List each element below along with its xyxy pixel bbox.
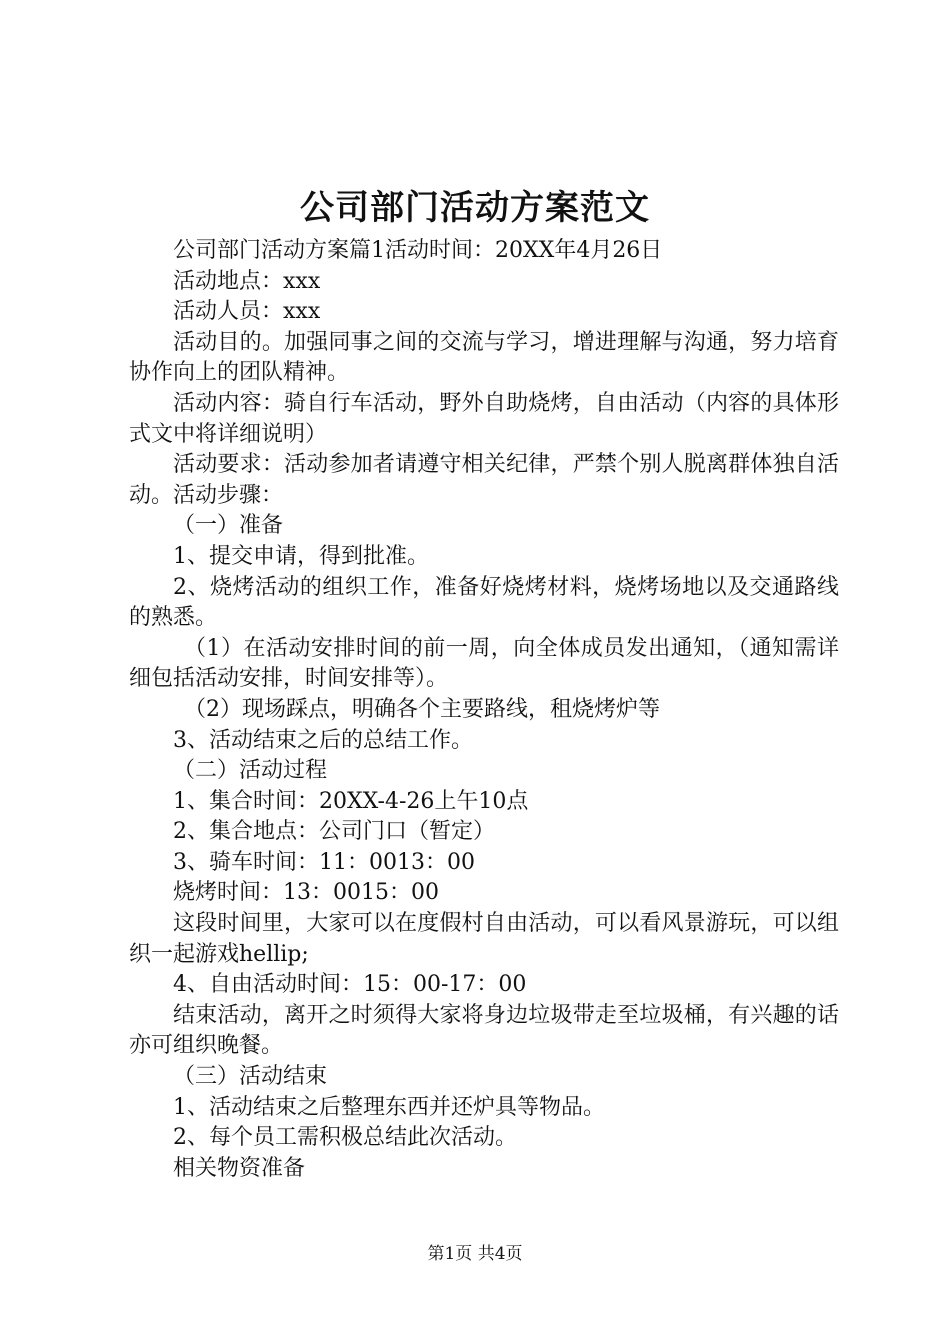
paragraph-activity-purpose: 活动目的。加强同事之间的交流与学习，增进理解与沟通，努力培育协作向上的团队精神。	[129, 329, 839, 386]
paragraph-activity-people: 活动人员：xxx	[173, 299, 321, 325]
document-body	[129, 236, 839, 1184]
section-heading-preparation: （一）准备	[173, 513, 284, 539]
paragraph-end-step-2: 2、每个员工需积极总结此次活动。	[173, 1125, 517, 1151]
paragraph-free-play: 这段时间里，大家可以在度假村自由活动，可以看风景游玩，可以组织一起游戏hellip;	[129, 911, 839, 967]
paragraph-gather-time: 1、集合时间：20XX-4-26上午10点	[173, 788, 529, 814]
paragraph-ending: 结束活动，离开之时须得大家将身边垃圾带走至垃圾桶，有兴趣的话亦可组织晚餐。	[129, 1002, 839, 1059]
paragraph-step-3: 3、活动结束之后的总结工作。	[173, 727, 473, 753]
section-heading-end: （三）活动结束	[173, 1064, 328, 1090]
paragraph-end-step-1: 1、活动结束之后整理东西并还炉具等物品。	[173, 1094, 605, 1120]
paragraph-bbq-time: 烧烤时间：13：0015：00	[173, 880, 439, 906]
paragraph-free-time: 4、自由活动时间：15：00-17：00	[173, 972, 527, 998]
document-title: 公司部门活动方案范文	[300, 188, 650, 228]
paragraph-step-2: 2、烧烤活动的组织工作，准备好烧烤材料，烧烤场地以及交通路线的熟悉。	[129, 574, 839, 631]
paragraph-substep-1: （1）在活动安排时间的前一周，向全体成员发出通知，（通知需详细包括活动安排，时间安排等）。	[129, 635, 839, 692]
paragraph-activity-location: 活动地点：xxx	[173, 268, 321, 294]
paragraph-materials: 相关物资准备	[173, 1155, 306, 1181]
paragraph-gather-place: 2、集合地点：公司门口（暂定）	[173, 819, 495, 845]
paragraph-cycling-time: 3、骑车时间：11：0013：00	[173, 849, 475, 875]
paragraph-substep-2: （2）现场踩点，明确各个主要路线，租烧烤炉等	[184, 696, 660, 722]
paragraph-activity-content: 活动内容：骑自行车活动，野外自助烧烤，自由活动（内容的具体形式文中将详细说明）	[129, 390, 839, 447]
paragraph-activity-requirements: 活动要求：活动参加者请遵守相关纪律，严禁个别人脱离群体独自活动。活动步骤：	[129, 452, 839, 508]
section-heading-process: （二）活动过程	[173, 758, 328, 784]
paragraph-activity-time: 公司部门活动方案篇1活动时间：20XX年4月26日	[173, 238, 663, 263]
page-footer: 第1页 共4页	[427, 1244, 523, 1264]
paragraph-step-1: 1、提交申请，得到批准。	[173, 543, 429, 569]
